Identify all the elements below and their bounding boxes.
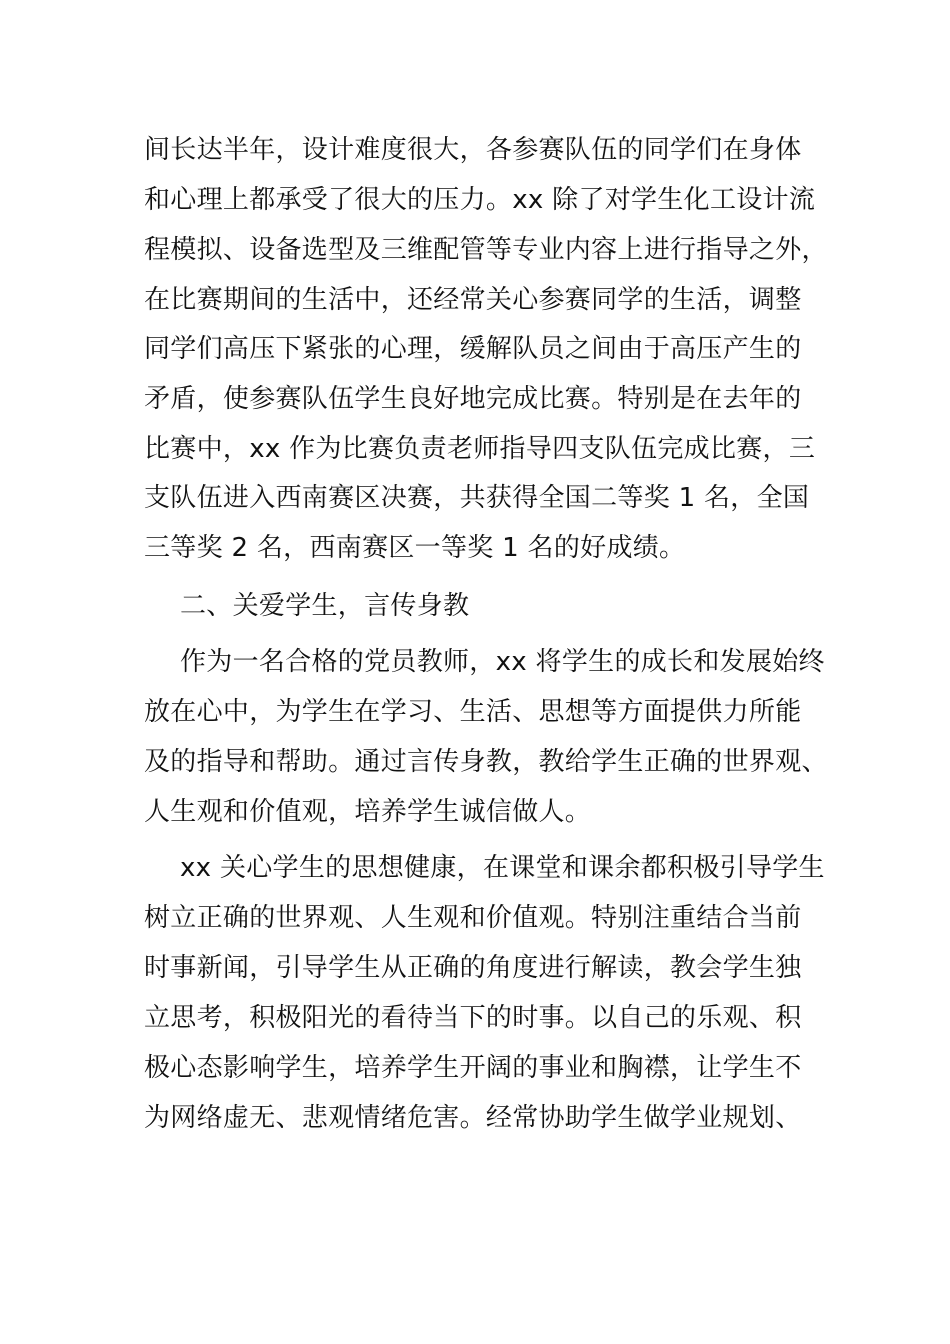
text-line: 支队伍进入西南赛区决赛，共获得全国二等奖 1 名，全国: [144, 483, 810, 513]
text-line: 比赛中，xx 作为比赛负责老师指导四支队伍完成比赛，三: [144, 434, 816, 464]
text-line: 时事新闻，引导学生从正确的角度进行解读，教会学生独: [144, 953, 802, 983]
text-line: 极心态影响学生，培养学生开阔的事业和胸襟，让学生不: [144, 1053, 802, 1083]
text-line: 作为一名合格的党员教师，xx 将学生的成长和发展始终: [180, 647, 825, 677]
text-line: 程模拟、设备选型及三维配管等专业内容上进行指导之外，: [144, 235, 828, 265]
text-line: 矛盾，使参赛队伍学生良好地完成比赛。特别是在去年的: [144, 384, 802, 414]
text-line: 立思考，积极阳光的看待当下的时事。以自己的乐观、积: [144, 1003, 802, 1033]
text-line: 放在心中，为学生在学习、生活、思想等方面提供力所能: [144, 697, 802, 727]
text-line: xx 关心学生的思想健康，在课堂和课余都积极引导学生: [180, 853, 825, 883]
section-heading: 二、关爱学生，言传身教: [180, 591, 470, 621]
text-line: 为网络虚无、悲观情绪危害。经常协助学生做学业规划、: [144, 1103, 802, 1133]
text-line: 在比赛期间的生活中，还经常关心参赛同学的生活，调整: [144, 285, 802, 315]
text-line: 及的指导和帮助。通过言传身教，教给学生正确的世界观、: [144, 747, 828, 777]
text-line: 同学们高压下紧张的心理，缓解队员之间由于高压产生的: [144, 334, 802, 364]
text-line: 间长达半年，设计难度很大，各参赛队伍的同学们在身体: [144, 135, 802, 165]
text-line: 三等奖 2 名，西南赛区一等奖 1 名的好成绩。: [144, 533, 686, 563]
text-line: 树立正确的世界观、人生观和价值观。特别注重结合当前: [144, 903, 802, 933]
text-line: 和心理上都承受了很大的压力。xx 除了对学生化工设计流: [144, 185, 816, 215]
text-line: 人生观和价值观，培养学生诚信做人。: [144, 797, 592, 827]
